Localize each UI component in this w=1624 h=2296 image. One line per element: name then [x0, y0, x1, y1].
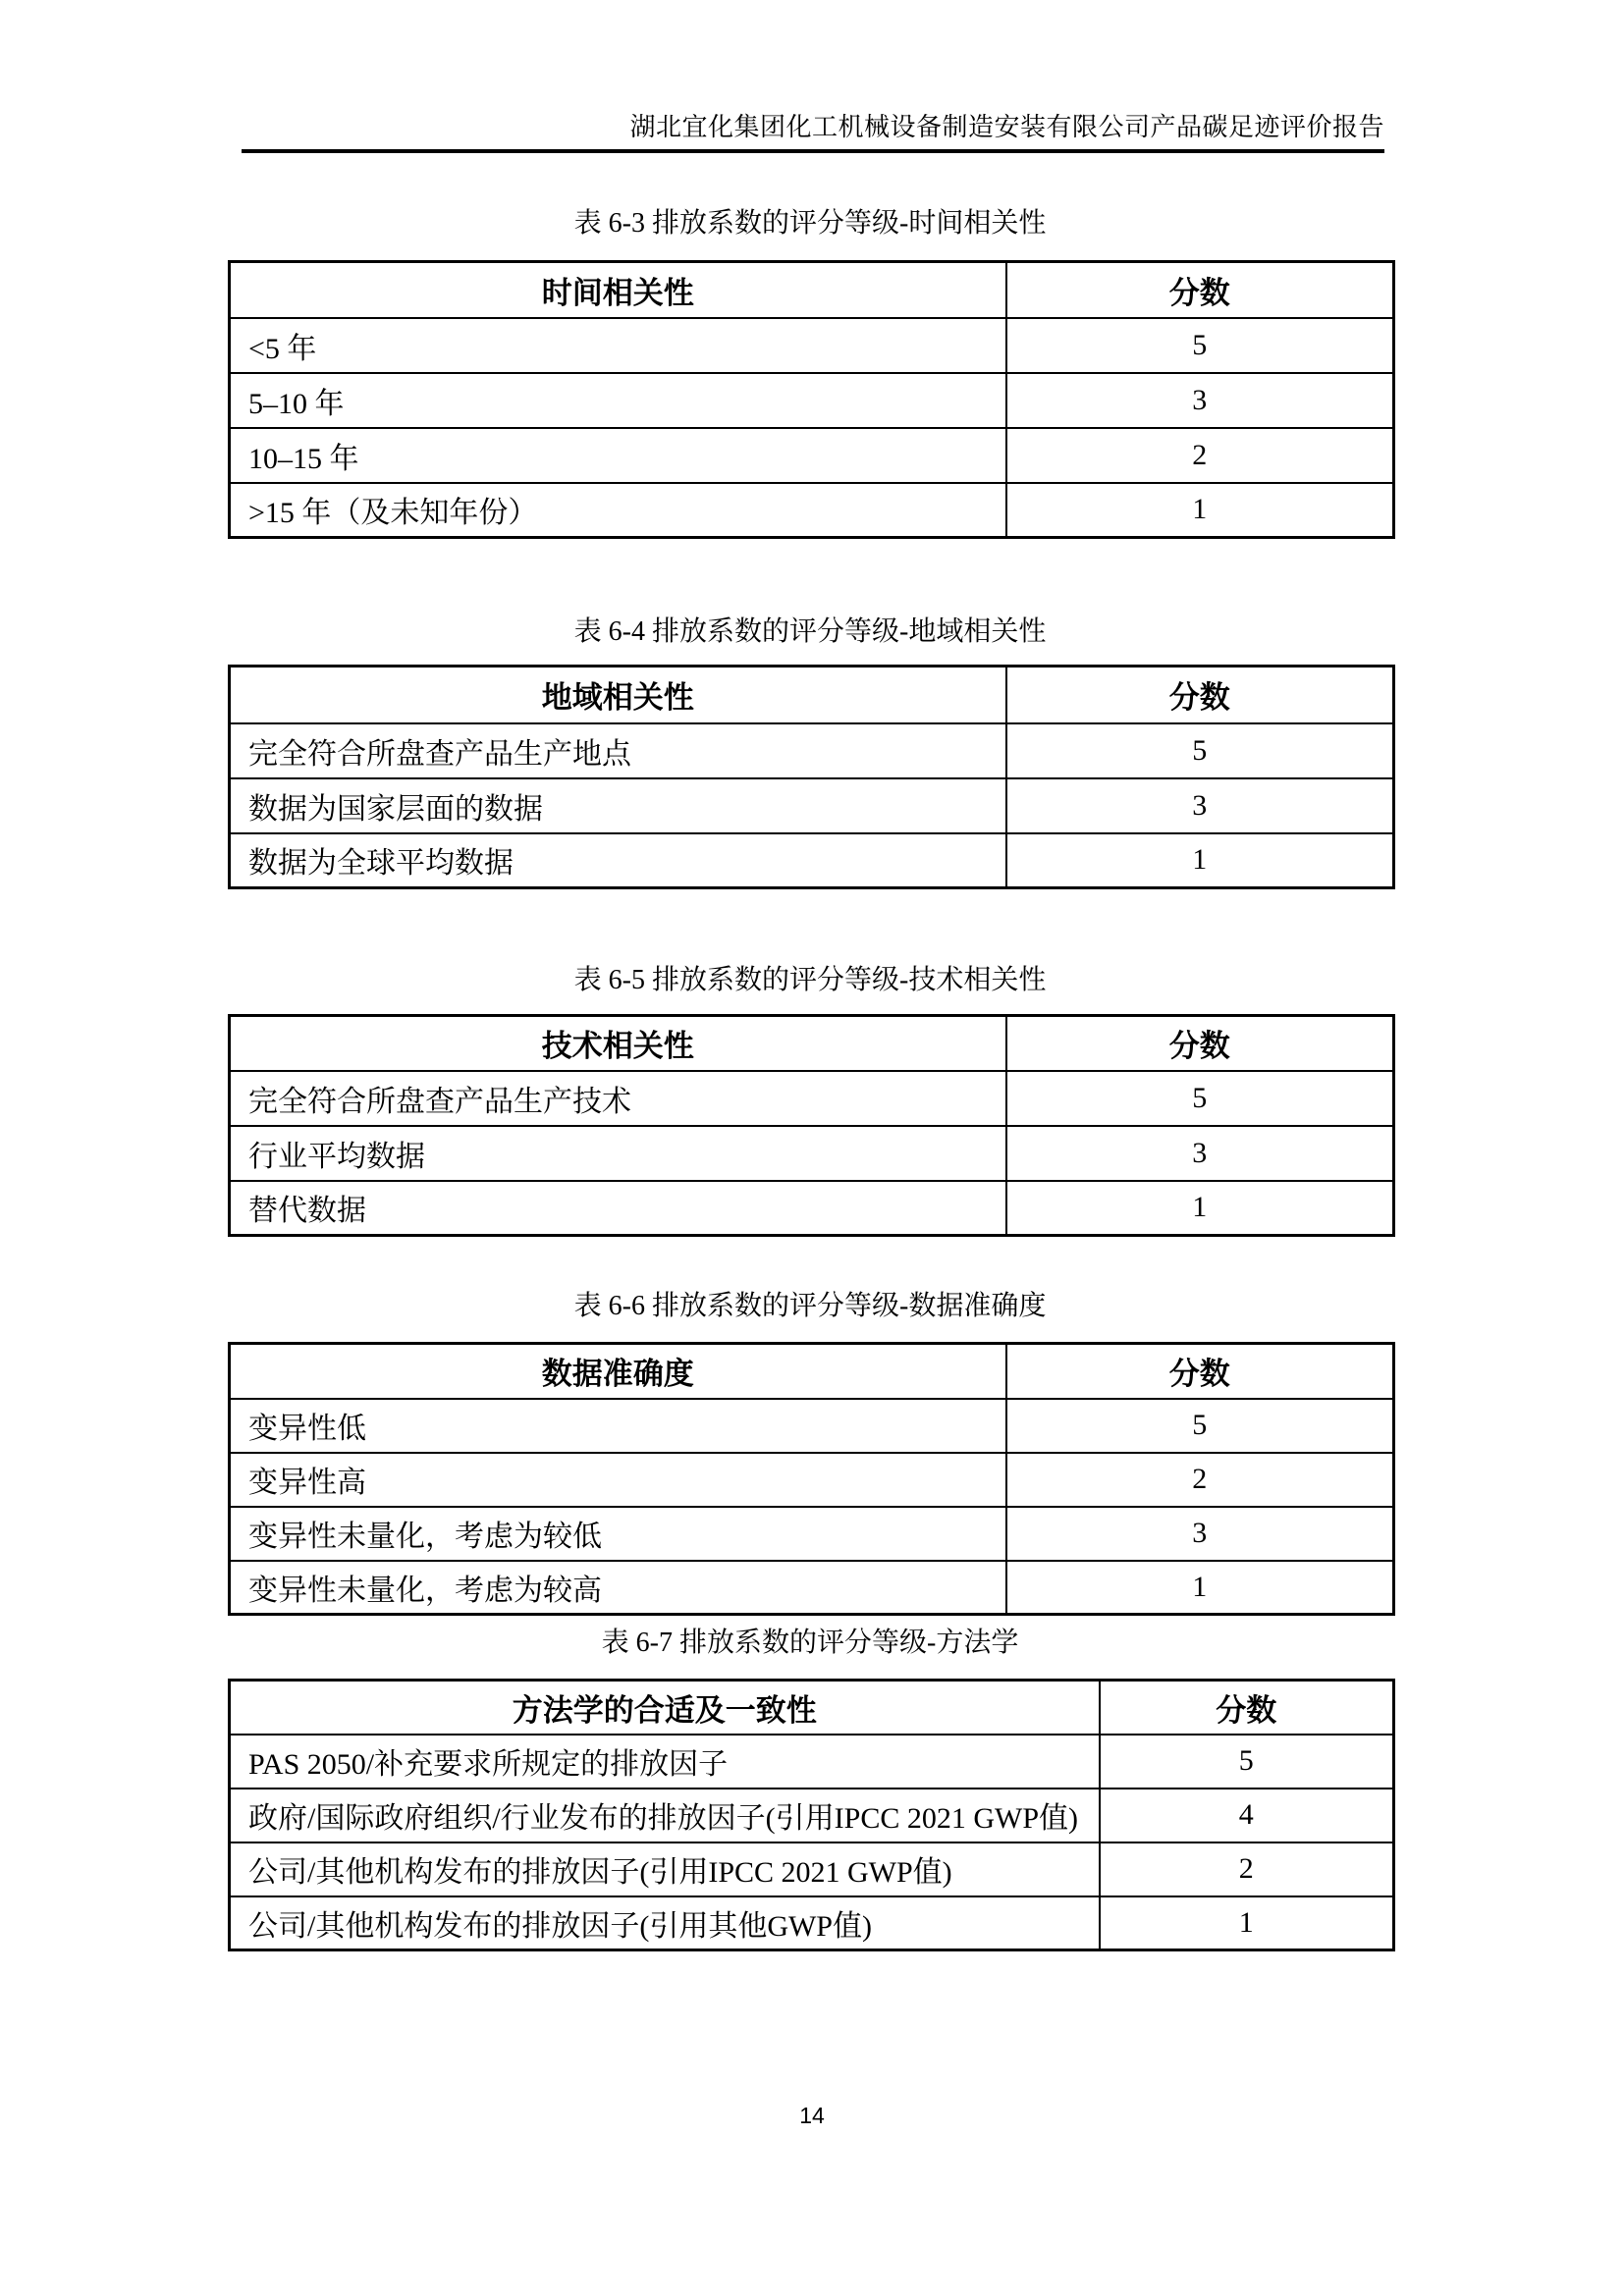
- table-title-6-5: 表 6-5 排放系数的评分等级-技术相关性: [573, 965, 1047, 995]
- score-cell: 2: [1006, 1453, 1394, 1507]
- score-cell: 1: [1100, 1896, 1394, 1950]
- criterion-cell: 5–10 年: [230, 373, 1006, 428]
- score-cell: 1: [1006, 1181, 1394, 1236]
- score-cell: 5: [1100, 1735, 1394, 1789]
- criterion-cell: 数据为国家层面的数据: [230, 778, 1006, 833]
- score-table-6-5: [228, 1014, 1395, 1237]
- criterion-cell: >15 年（及未知年份）: [230, 483, 1006, 538]
- score-cell: 5: [1006, 318, 1394, 373]
- score-table-6-3: [228, 260, 1395, 539]
- score-cell: 1: [1006, 483, 1394, 538]
- table-row: [230, 1561, 1394, 1615]
- table-title-6-6: 表 6-6 排放系数的评分等级-数据准确度: [573, 1291, 1047, 1321]
- score-table-6-4: [228, 665, 1395, 889]
- column-header-criterion: 数据准确度: [230, 1344, 1006, 1399]
- criterion-cell: 完全符合所盘查产品生产技术: [230, 1071, 1006, 1126]
- table-title-6-4: 表 6-4 排放系数的评分等级-地域相关性: [573, 616, 1047, 647]
- table-row: [230, 1735, 1394, 1789]
- score-cell: 5: [1006, 723, 1394, 778]
- table-row: [230, 1896, 1394, 1950]
- criterion-cell: 变异性高: [230, 1453, 1006, 1507]
- column-header-criterion: 方法学的合适及一致性: [230, 1681, 1100, 1735]
- score-cell: 1: [1006, 833, 1394, 888]
- criterion-cell: 10–15 年: [230, 428, 1006, 483]
- criterion-cell: 变异性低: [230, 1399, 1006, 1453]
- table-row: [230, 723, 1394, 778]
- table-row: [230, 778, 1394, 833]
- column-header-score: 分数: [1006, 667, 1394, 723]
- column-header-criterion: 时间相关性: [230, 262, 1006, 318]
- table-row: [230, 1842, 1394, 1896]
- score-cell: 5: [1006, 1399, 1394, 1453]
- score-cell: 5: [1006, 1071, 1394, 1126]
- table-header-row: [230, 1016, 1394, 1071]
- score-cell: 3: [1006, 373, 1394, 428]
- table-header-row: [230, 1681, 1394, 1735]
- table-row: [230, 833, 1394, 888]
- column-header-criterion: 技术相关性: [230, 1016, 1006, 1071]
- column-header-score: 分数: [1006, 1344, 1394, 1399]
- page-header-text: 湖北宜化集团化工机械设备制造安装有限公司产品碳足迹评价报告: [629, 113, 1384, 141]
- page-header-rule: [242, 149, 1384, 153]
- table-row: [230, 1789, 1394, 1842]
- column-header-criterion: 地域相关性: [230, 667, 1006, 723]
- criterion-cell: 公司/其他机构发布的排放因子(引用IPCC 2021 GWP值): [230, 1842, 1100, 1896]
- score-cell: 3: [1006, 1126, 1394, 1181]
- score-cell: 3: [1006, 778, 1394, 833]
- table-header-row: [230, 1344, 1394, 1399]
- table-title-6-7: 表 6-7 排放系数的评分等级-方法学: [601, 1628, 1019, 1658]
- score-cell: 2: [1006, 428, 1394, 483]
- column-header-score: 分数: [1006, 1016, 1394, 1071]
- score-cell: 1: [1006, 1561, 1394, 1615]
- table-row: [230, 1181, 1394, 1236]
- criterion-cell: 变异性未量化，考虑为较低: [230, 1507, 1006, 1561]
- criterion-cell: 变异性未量化，考虑为较高: [230, 1561, 1006, 1615]
- score-table-6-7: [228, 1679, 1395, 1951]
- table-row: [230, 428, 1394, 483]
- table-row: [230, 1126, 1394, 1181]
- table-row: [230, 318, 1394, 373]
- criterion-cell: PAS 2050/补充要求所规定的排放因子: [230, 1735, 1100, 1789]
- table-row: [230, 483, 1394, 538]
- criterion-cell: 公司/其他机构发布的排放因子(引用其他GWP值): [230, 1896, 1100, 1950]
- column-header-score: 分数: [1006, 262, 1394, 318]
- table-row: [230, 1507, 1394, 1561]
- table-title-6-3: 表 6-3 排放系数的评分等级-时间相关性: [573, 208, 1047, 239]
- table-header-row: [230, 667, 1394, 723]
- score-cell: 4: [1100, 1789, 1394, 1842]
- table-row: [230, 1399, 1394, 1453]
- criterion-cell: 行业平均数据: [230, 1126, 1006, 1181]
- table-row: [230, 373, 1394, 428]
- criterion-cell: 政府/国际政府组织/行业发布的排放因子(引用IPCC 2021 GWP值): [230, 1789, 1100, 1842]
- criterion-cell: <5 年: [230, 318, 1006, 373]
- table-row: [230, 1071, 1394, 1126]
- score-cell: 3: [1006, 1507, 1394, 1561]
- column-header-score: 分数: [1100, 1681, 1394, 1735]
- criterion-cell: 完全符合所盘查产品生产地点: [230, 723, 1006, 778]
- score-cell: 2: [1100, 1842, 1394, 1896]
- criterion-cell: 数据为全球平均数据: [230, 833, 1006, 888]
- score-table-6-6: [228, 1342, 1395, 1616]
- table-header-row: [230, 262, 1394, 318]
- criterion-cell: 替代数据: [230, 1181, 1006, 1236]
- table-row: [230, 1453, 1394, 1507]
- page-number: 14: [799, 2103, 825, 2128]
